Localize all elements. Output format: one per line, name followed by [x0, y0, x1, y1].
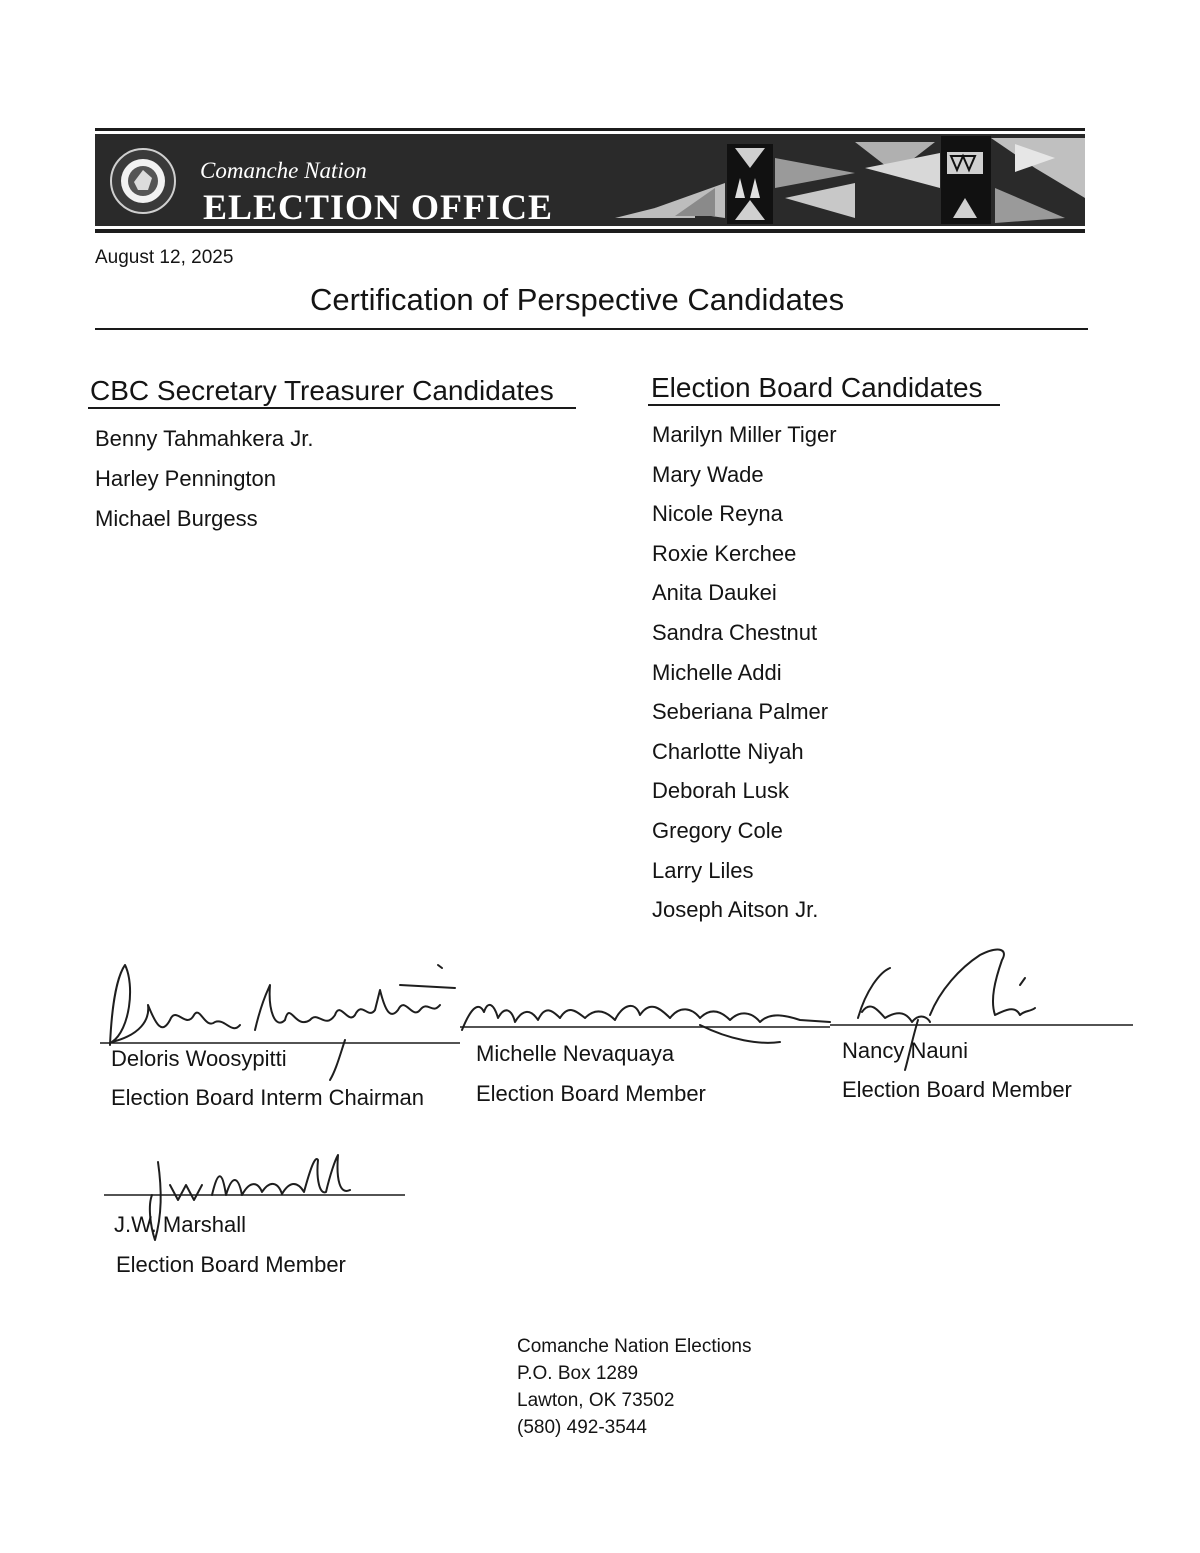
list-item: Marilyn Miller Tiger: [652, 422, 837, 447]
phone-number: (580) 492-3544: [517, 1417, 647, 1438]
office-name: ELECTION OFFICE: [203, 187, 554, 227]
list-item: Roxie Kerchee: [652, 540, 797, 566]
signatory-role: Election Board Member: [842, 1077, 1072, 1102]
signatory-name: Michelle Nevaquaya: [476, 1041, 675, 1066]
list-item: Gregory Cole: [652, 817, 783, 843]
election-board-candidate-list: [652, 415, 837, 930]
page-title: Certification of Perspective Candidates: [310, 282, 845, 317]
list-item: Charlotte Niyah: [652, 738, 804, 764]
list-item: Michael Burgess: [95, 506, 258, 531]
signatory-role: Election Board Member: [476, 1081, 706, 1106]
cbc-candidate-list: [95, 419, 314, 539]
signature-michelle-nevaquaya: [462, 1005, 830, 1043]
cbc-heading: CBC Secretary Treasurer Candidates: [90, 375, 554, 406]
election-board-heading: Election Board Candidates: [651, 372, 983, 403]
list-item: Benny Tahmahkera Jr.: [95, 426, 314, 451]
signatory-name: Nancy Nauni: [842, 1038, 968, 1063]
list-item: Anita Daukei: [652, 580, 777, 606]
address-line: Comanche Nation Elections: [517, 1336, 752, 1357]
signatory-name: J.W. Marshall: [114, 1212, 247, 1237]
comanche-nation-seal-icon: [110, 148, 176, 214]
address-line: Lawton, OK 73502: [517, 1390, 675, 1411]
list-item: Seberiana Palmer: [652, 699, 829, 725]
address-line: P.O. Box 1289: [517, 1363, 639, 1384]
cbc-heading-underline: [88, 407, 576, 409]
list-item: Larry Liles: [652, 857, 754, 883]
list-item: Michelle Addi: [652, 659, 782, 685]
list-item: Joseph Aitson Jr.: [652, 897, 819, 923]
list-item: Nicole Reyna: [652, 501, 783, 527]
organization-name: Comanche Nation: [200, 158, 367, 183]
list-item: Deborah Lusk: [652, 778, 789, 804]
document-date: August 12, 2025: [95, 247, 234, 268]
signatory-role: Election Board Member: [116, 1252, 346, 1277]
list-item: Mary Wade: [652, 461, 764, 487]
title-divider: [95, 328, 1088, 330]
list-item: Harley Pennington: [95, 466, 277, 491]
list-item: Sandra Chestnut: [652, 619, 818, 645]
signatory-role: Election Board Interm Chairman: [111, 1085, 425, 1110]
signatory-name: Deloris Woosypitti: [111, 1046, 287, 1071]
election-board-heading-underline: [648, 404, 1000, 406]
